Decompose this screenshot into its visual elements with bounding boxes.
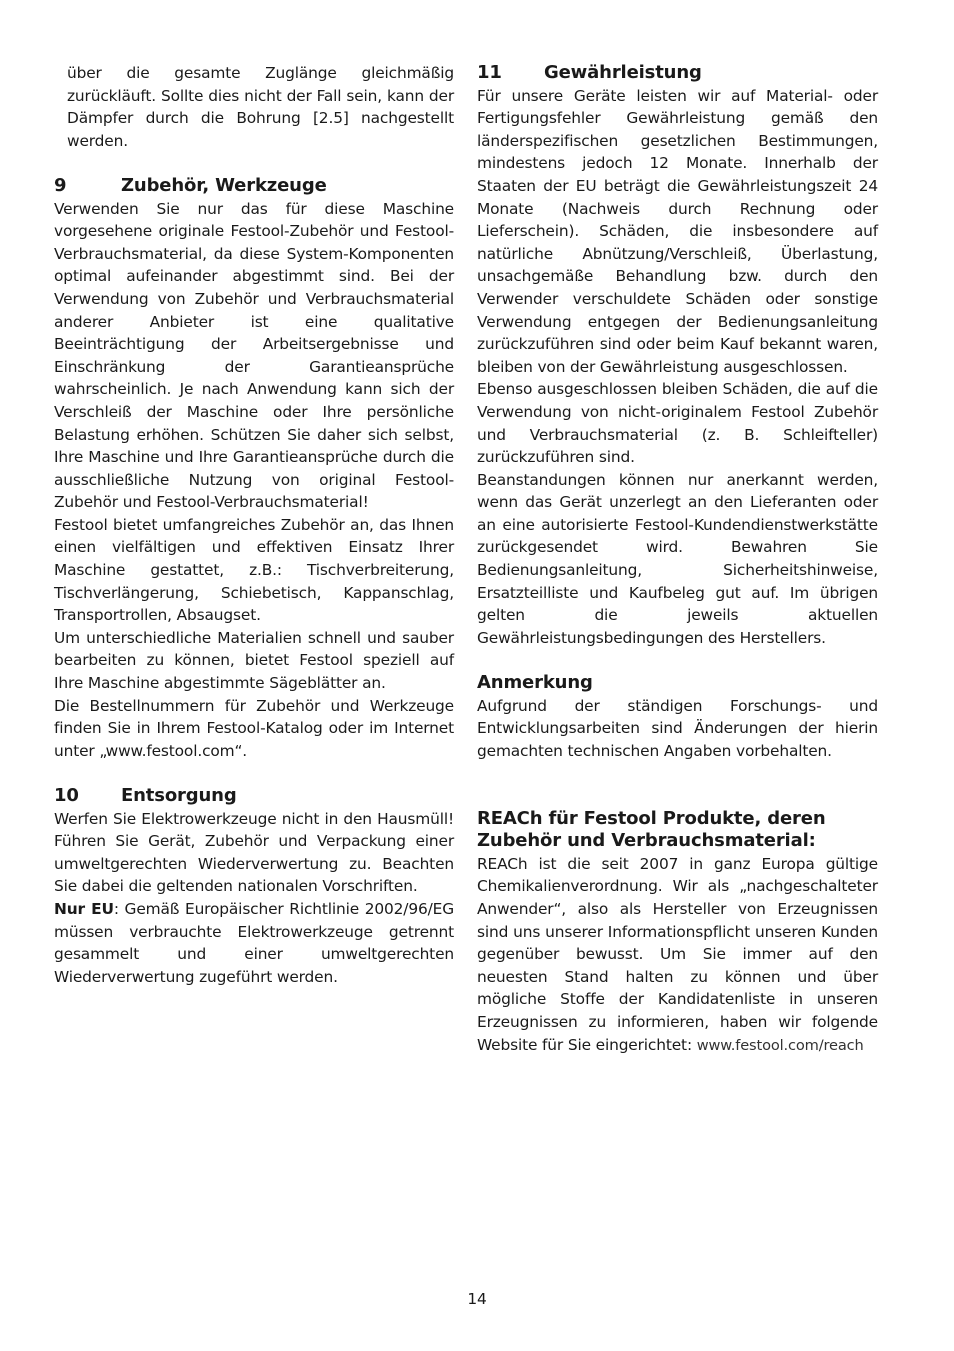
section-number: 10 <box>54 785 79 806</box>
note-heading: Anmerkung <box>477 672 593 694</box>
section-11-heading <box>477 62 878 85</box>
paragraph <box>477 853 878 1057</box>
left-column <box>54 62 454 988</box>
paragraph: Beanstandungen können nur anerkannt werden, wenn das Gerät unzerlegt an den Lieferanten oder an eine autorisierte Festool-Kundendienstwerkstätte zurückgesendet wird. Bewahren Sie Bedienungsanleitung, Sicherheitshinweise, Ersatzteilliste und Kaufbeleg gut auf. Im übrigen gelten die jeweils aktuellen Gewährleistungsbedingungen des Herstellers. <box>477 470 878 647</box>
section-title: Entsorgung <box>121 785 237 806</box>
paragraph: Werfen Sie Elektrowerkzeuge nicht in den Hausmüll! Führen Sie Gerät, Zubehör und Verpackung einer umweltgerechten Wiederverwertung zu. Beachten Sie dabei die geltenden nationalen Vorschriften. <box>54 809 454 896</box>
section-number: 9 <box>54 174 67 196</box>
section-title: Gewährleistung <box>544 62 702 83</box>
paragraph <box>54 898 454 988</box>
page-number: 14 <box>467 1290 487 1308</box>
reach-text: REACh ist die seit 2007 in ganz Europa gültige Chemikalienverordnung. Wir als „nachgeschalteter Anwender“, also als Hersteller von Erzeugnissen sind uns unserer Informationspflicht unseren Kunden gegenüber bewusst. Um Sie immer auf den neuesten Stand halten zu können und über mögliche Stoffe der Kandidatenliste in unseren Erzeugnissen zu informieren, haben wir folgende Website für Sie eingerichtet: <box>477 854 878 1054</box>
paragraph: Für unsere Geräte leisten wir auf Material- oder Fertigungsfehler Gewährleistung gemäß den länderspezifischen gesetzlichen Bestimmungen, mindestens jedoch 12 Monate. Innerhalb der Staaten der EU beträgt die Gewährleistungszeit 24 Monate (Nachweis durch Rechnung oder Lieferschein). Schäden, die insbesondere auf natürliche Abnützung/Verschleiß, Überlastung, unsachgemäße Behandlung bzw. durch den Verwender verschuldete Schäden oder sonstige Verwendung entgegen der Bedienungsanleitung zurückzuführen sind oder beim Kauf bekannt waren, bleiben von der Gewährleistung ausgeschlossen. <box>477 86 878 376</box>
paragraph: Die Bestellnummern für Zubehör und Werkzeuge finden Sie in Ihrem Festool-Katalog oder im Internet unter „www.festool.com“. <box>54 696 454 760</box>
eu-text: : Gemäß Europäischer Richtlinie 2002/96/EG müssen verbrauchte Elektrowerkzeuge getrennt gesammelt und einer umweltgerechten Wiederverwertung zugeführt werden. <box>54 899 454 986</box>
reach-heading: REACh für Festool Produkte, deren Zubehör und Verbrauchsmaterial: <box>477 807 826 852</box>
section-title: Zubehör, Werkzeuge <box>121 174 327 196</box>
paragraph: Festool bietet umfangreiches Zubehör an, das Ihnen einen vielfältigen und effektiven Einsatz Ihrer Maschine gestattet, z.B.: Tischverbreiterung, Tischverlängerung, Schiebetisch, Kappanschlag, Transportrollen, Absaugset. <box>54 515 454 625</box>
section-9-heading <box>54 175 454 198</box>
paragraph: Verwenden Sie nur das für diese Maschine vorgesehene originale Festool-Zubehör und Festool-Verbrauchsmaterial, da diese System-Komponenten optimal aufeinander abgestimmt sind. Bei der Verwendung von Zubehör und Verbrauchsmaterial anderer Anbieter ist eine qualitative Beeinträchtigung der Arbeitsergebnisse und Einschränkung der Garantieansprüche wahrscheinlich. Je nach Anwendung kann sich der Verschleiß der Maschine oder Ihre persönliche Belastung erhöhen. Schützen Sie daher sich selbst, Ihre Maschine und Ihre Garantieansprüche durch die ausschließliche Nutzung von original Festool-Zubehör und Festool-Verbrauchsmaterial! <box>54 199 454 512</box>
paragraph: Aufgrund der ständigen Forschungs- und Entwicklungsarbeiten sind Änderungen der hierin gemachten technischen Angaben vorbehalten. <box>477 696 878 760</box>
section-number: 11 <box>477 62 502 83</box>
eu-label: Nur EU <box>54 899 114 918</box>
section-10-heading <box>54 785 454 808</box>
paragraph: Um unterschiedliche Materialien schnell und sauber bearbeiten zu können, bietet Festool speziell auf Ihre Maschine abgestimmte Sägeblätter an. <box>54 628 454 693</box>
intro-paragraph: über die gesamte Zuglänge gleichmäßig zurückläuft. Sollte dies nicht der Fall sein, kann der Dämpfer durch die Bohrung [2.5] nachgestellt werden. <box>67 64 454 150</box>
paragraph: Ebenso ausgeschlossen bleiben Schäden, die auf die Verwendung von nicht-originalem Festool Zubehör und Verbrauchsmaterial (z. B. Schleifteller) zurückzuführen sind. <box>477 380 878 467</box>
reach-link[interactable]: www.festool.com/reach <box>696 1036 864 1054</box>
right-column <box>477 62 878 1057</box>
